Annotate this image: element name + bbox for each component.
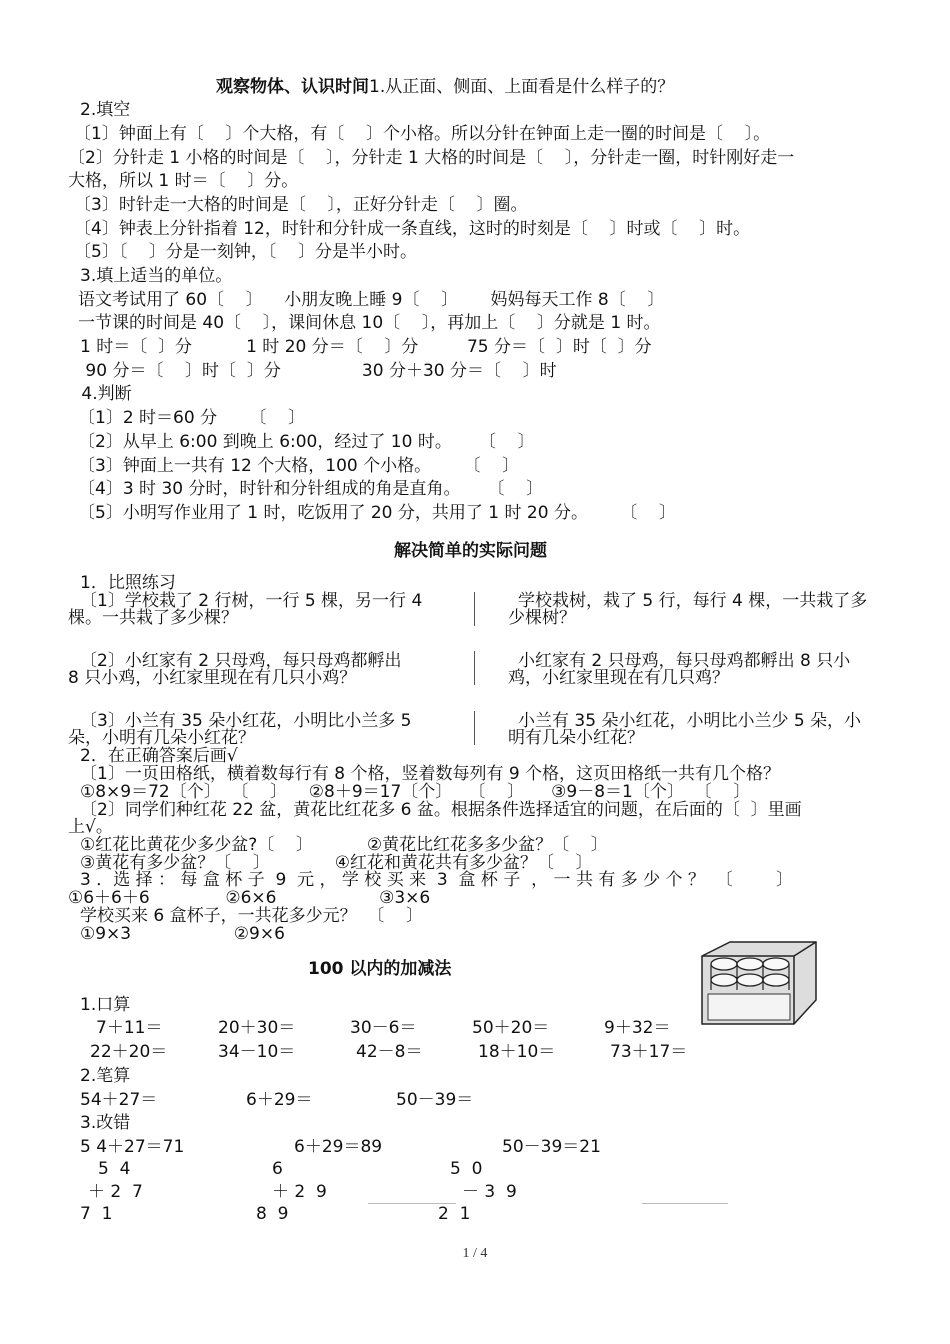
judge-q1: 〔1〕2 时＝60 分 〔 〕 — [78, 408, 306, 428]
compare-2-left-line1: 〔2〕小红家有 2 只母鸡，每只母鸡都孵出 — [80, 651, 402, 671]
fill-blank-q4: 〔4〕钟表上分针指着 12，时针和分针成一条直线，这时的时刻是〔 〕时或〔 〕时。 — [74, 219, 751, 239]
judge-q4: 〔4〕3 时 30 分时，时针和分针组成的角是直角。 〔 〕 — [78, 479, 544, 499]
correction-item: 5 4＋27＝71 — [80, 1137, 185, 1157]
compare-2-right-line2: 鸡，小红家里现在有几只鸡？ — [508, 668, 729, 688]
cup-box-image — [694, 934, 824, 1030]
check-q1: 〔1〕一页田格纸，横着数每行有 8 个格，竖着数每列有 9 个格，这页田格纸一共有几个格？ — [80, 764, 781, 784]
judge-q2: 〔2〕从早上 6:00 到晚上 6:00，经过了 10 时。 〔 〕 — [78, 432, 535, 452]
judge-q3: 〔3〕钟面上一共有 12 个大格，100 个小格。 〔 〕 — [78, 456, 520, 476]
section2-title: 解决简单的实际问题 — [394, 541, 547, 561]
vertical-calc-1-addend: ＋ 2 7 — [88, 1182, 143, 1202]
oral-item: 73＋17＝ — [610, 1042, 688, 1062]
oral-item: 20＋30＝ — [218, 1018, 296, 1038]
conversion-row1: 1 时＝〔 〕分 1 时 20 分＝〔 〕分 75 分＝〔 〕时〔 〕分 — [80, 337, 652, 357]
page-number: 1 / 4 — [462, 1246, 488, 1261]
written-item: 54＋27＝ — [80, 1090, 158, 1110]
check-q2: 〔2〕同学们种红花 22 盆，黄花比红花多 6 盆。根据条件选择适宜的问题，在后面的〔 〕里画 — [80, 800, 802, 820]
vertical-calc-1-top: 5 4 — [98, 1159, 131, 1179]
fill-blank-q5: 〔5〕〔 〕分是一刻钟，〔 〕分是半小时。 — [74, 242, 418, 262]
written-item: 50－39＝ — [396, 1090, 474, 1110]
oral-item: 18＋10＝ — [478, 1042, 556, 1062]
written-item: 6＋29＝ — [246, 1090, 313, 1110]
vertical-calc-2-addend: ＋ 2 9 — [272, 1182, 327, 1202]
oral-item: 50＋20＝ — [472, 1018, 550, 1038]
compare-3-right-line2: 明有几朵小红花？ — [508, 728, 644, 748]
judge-q5: 〔5〕小明写作业用了 1 时，吃饭用了 20 分，共用了 1 时 20 分。 〔 〕 — [78, 503, 676, 523]
units-row2: 一节课的时间是 40〔 〕，课间休息 10〔 〕，再加上〔 〕分就是 1 时。 — [78, 313, 661, 333]
check-q1-options: ①8×9＝72〔个〕 〔 〕 ②8＋9＝17〔个〕 〔 〕 ③9－8＝1〔个〕 〔 〕 — [80, 782, 751, 802]
compare-heading: 1．比照练习 — [80, 573, 176, 593]
oral-item: 9＋32＝ — [604, 1018, 671, 1038]
oral-heading: 1.口算 — [80, 995, 131, 1015]
fill-blank-q2-cont: 大格，所以 1 时＝〔 〕分。 — [68, 171, 299, 191]
correction-heading: 3.改错 — [80, 1113, 131, 1133]
correction-item: 50－39＝21 — [502, 1137, 601, 1157]
compare-2-right-line1: 小红家有 2 只母鸡，每只母鸡都孵出 8 只小 — [518, 651, 851, 671]
judge-heading: 4.判断 — [76, 384, 132, 404]
fill-blank-q2: 〔2〕分针走 1 小格的时间是〔 〕，分针走 1 大格的时间是〔 〕，分针走一圈，时针刚好走一 — [68, 148, 795, 168]
written-heading: 2.笔算 — [80, 1066, 131, 1086]
calc-underline — [642, 1203, 728, 1204]
compare-3-left-line1: 〔3〕小兰有 35 朵小红花，小明比小兰多 5 — [80, 711, 412, 731]
oral-item: 34－10＝ — [218, 1042, 296, 1062]
vertical-calc-2-result: 8 9 — [256, 1204, 289, 1224]
page-title-rest: 1.从正面、侧面、上面看是什么样子的？ — [369, 77, 675, 97]
compare-1-right-line1: 学校栽树，栽了 5 行，每行 4 棵，一共栽了多 — [518, 591, 868, 611]
compare-2-left-line2: 8 只小鸡，小红家里现在有几只小鸡？ — [68, 668, 357, 688]
choose-q3-part2-options: ①9×3 ②9×6 — [80, 924, 285, 944]
choose-q3-part2: 学校买来 6 盒杯子，一共花多少元？ 〔 〕 — [80, 906, 424, 926]
section3-title: 100 以内的加减法 — [308, 959, 452, 979]
check-heading: 2．在正确答案后画√ — [80, 746, 238, 766]
fill-blank-heading: 2.填空 — [80, 100, 131, 120]
page-title — [216, 76, 674, 98]
conversion-row2: 90 分＝〔 〕时〔 〕分 30 分＋30 分＝〔 〕时 — [80, 361, 557, 381]
oral-item: 42－8＝ — [356, 1042, 423, 1062]
vertical-calc-3-top: 5 0 — [450, 1159, 483, 1179]
compare-3-left-line2: 朵，小明有几朵小红花？ — [68, 728, 255, 748]
vertical-calc-2-top: 6 — [272, 1159, 283, 1179]
units-heading: 3.填上适当的单位。 — [80, 266, 233, 286]
vertical-calc-1-result: 7 1 — [80, 1204, 113, 1224]
vertical-calc-3-subtrahend: － 3 9 — [462, 1182, 517, 1202]
correction-item: 6＋29＝89 — [294, 1137, 383, 1157]
compare-divider-2 — [474, 651, 475, 685]
choose-q3: 3 ．选 择 ： 每 盒 杯 子 9 元 ， 学 校 买 来 3 盒 杯 子 ， 一 共 有 多 少 个 ？ 〔 〕 — [80, 870, 794, 890]
choose-q3-options: ①6＋6＋6 ②6×6 ③3×6 — [68, 888, 431, 908]
oral-item: 7＋11＝ — [96, 1018, 163, 1038]
page-title-bold: 观察物体、认识时间 — [216, 77, 369, 97]
fill-blank-q3: 〔3〕时针走一大格的时间是〔 〕，正好分针走〔 〕圈。 — [74, 195, 528, 215]
vertical-calc-3-result: 2 1 — [438, 1204, 471, 1224]
compare-divider-3 — [474, 711, 475, 745]
units-row1: 语文考试用了 60〔 〕 小朋友晚上睡 9〔 〕 妈妈每天工作 8〔 〕 — [78, 290, 665, 310]
compare-1-left-line1: 〔1〕学校栽了 2 行树，一行 5 棵，另一行 4 — [80, 591, 423, 611]
compare-1-right-line2: 少棵树？ — [508, 608, 576, 628]
compare-3-right-line1: 小兰有 35 朵小红花，小明比小兰少 5 朵，小 — [518, 711, 862, 731]
oral-item: 22＋20＝ — [90, 1042, 168, 1062]
fill-blank-q1: 〔1〕钟面上有〔 〕个大格，有〔 〕个小格。所以分针在钟面上走一圈的时间是〔 〕。 — [74, 124, 771, 144]
check-q2-options-a: ①红花比黄花少多少盆?〔 〕 ②黄花比红花多多少盆？〔 〕 — [80, 835, 608, 855]
compare-1-left-line2: 棵。一共栽了多少棵？ — [68, 608, 238, 628]
oral-item: 30－6＝ — [350, 1018, 417, 1038]
check-q2-options-b: ③黄花有多少盆？〔 〕 ④红花和黄花共有多少盆？〔 〕 — [80, 853, 593, 873]
compare-divider-1 — [474, 592, 475, 626]
check-q2-cont: 上√。 — [68, 817, 113, 837]
